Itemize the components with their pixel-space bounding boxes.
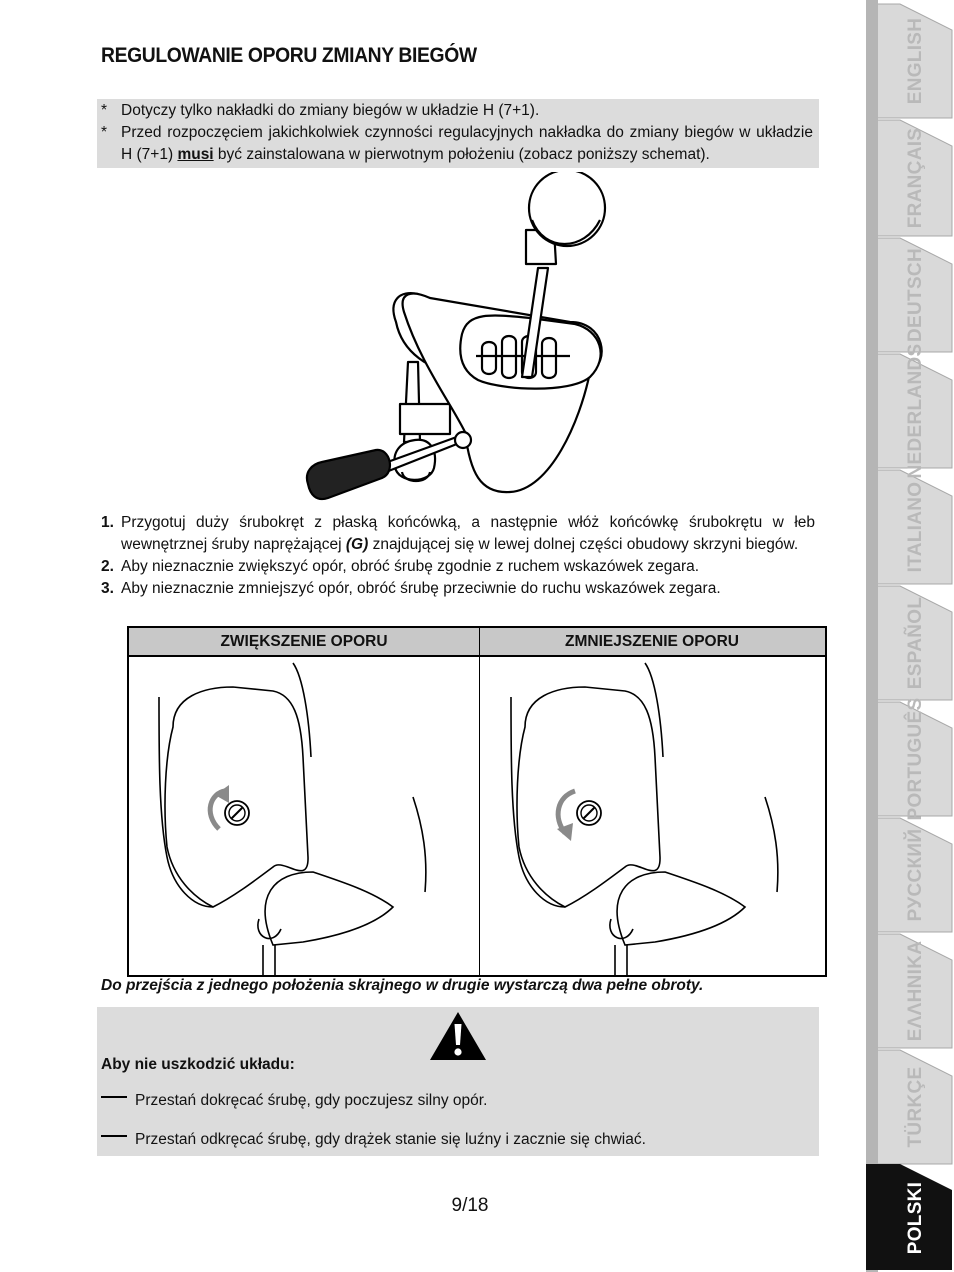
tab-greek[interactable] bbox=[866, 934, 954, 1048]
tab-label: РУССКИЙ bbox=[905, 828, 926, 922]
tab-nederlands[interactable] bbox=[866, 343, 954, 479]
dash-icon bbox=[101, 1096, 127, 1098]
shifter-illustration bbox=[300, 172, 620, 502]
step-text: Aby nieznacznie zmniejszyć opór, obróć śrubę przeciwnie do ruchu wskazówek zegara. bbox=[121, 580, 721, 597]
tab-label: ΕΛΛΗΝΙΚΑ bbox=[905, 940, 926, 1042]
tab-label: ENGLISH bbox=[905, 17, 926, 105]
tab-polski[interactable] bbox=[866, 1166, 954, 1270]
decrease-diagram bbox=[485, 657, 825, 975]
header-increase: ZWIĘKSZENIE OPORU bbox=[220, 633, 388, 650]
header-decrease: ZMNIEJSZENIE OPORU bbox=[565, 633, 739, 650]
dash-icon bbox=[101, 1135, 127, 1137]
tab-label: ESPAÑOL bbox=[905, 596, 926, 690]
tab-label: NEDERLANDS bbox=[905, 343, 926, 479]
tab-english[interactable] bbox=[866, 4, 954, 118]
note-bullet: * bbox=[101, 102, 108, 119]
warning-item bbox=[101, 1131, 646, 1149]
tab-label: PORTUGUÊS bbox=[905, 697, 926, 821]
step-number: 2. bbox=[101, 558, 114, 575]
note-bullet: * bbox=[101, 124, 108, 141]
instruction-steps bbox=[101, 512, 815, 600]
note-item bbox=[101, 122, 813, 166]
warning-box bbox=[97, 1007, 819, 1156]
step-number: 3. bbox=[101, 580, 114, 597]
rotation-caption: Do przejścia z jednego położenia skrajnego w drugie wystarczą dwa pełne obroty. bbox=[101, 977, 704, 994]
step-number: 1. bbox=[101, 514, 114, 531]
tab-deutsch[interactable] bbox=[866, 238, 954, 352]
note-item bbox=[101, 100, 813, 122]
tab-francais[interactable] bbox=[866, 120, 954, 236]
increase-diagram bbox=[133, 657, 473, 975]
note-text bbox=[121, 122, 813, 166]
resistance-table bbox=[127, 626, 827, 977]
tab-label: DEUTSCH bbox=[905, 248, 926, 342]
tab-label: ITALIANO bbox=[905, 481, 926, 573]
tab-italiano[interactable] bbox=[866, 470, 954, 584]
step-text-part: Przygotuj duży śrubokręt z płaską końcówką, a następnie włóż końcówkę śrubokrętu w łeb wewnętrznej śruby naprężającej bbox=[121, 514, 815, 553]
step-item bbox=[101, 556, 815, 578]
tab-label: FRANÇAIS bbox=[905, 127, 926, 229]
tab-portugues[interactable] bbox=[866, 697, 954, 821]
step-item bbox=[101, 578, 815, 600]
tab-espanol[interactable] bbox=[866, 586, 954, 700]
page-number: 9/18 bbox=[451, 1195, 489, 1216]
warning-item bbox=[101, 1092, 487, 1110]
step-text: Aby nieznacznie zwiększyć opór, obróć śrubę zgodnie z ruchem wskazówek zegara. bbox=[121, 558, 700, 575]
note-text-part: być zainstalowana w pierwotnym położeniu (zobacz poniższy schemat). bbox=[213, 146, 710, 163]
warning-icon bbox=[428, 1010, 488, 1062]
tab-russian[interactable] bbox=[866, 818, 954, 932]
column-divider bbox=[479, 628, 480, 975]
step-text-part: znajdującej się w lewej dolnej części obudowy skrzyni biegów. bbox=[368, 536, 799, 553]
language-tabs bbox=[866, 0, 954, 1272]
warning-text: Przestań odkręcać śrubę, gdy drążek stanie się luźny i zacznie się chwiać. bbox=[135, 1131, 646, 1148]
page-title: REGULOWANIE OPORU ZMIANY BIEGÓW bbox=[101, 44, 477, 67]
tab-label: TÜRKÇE bbox=[905, 1066, 926, 1148]
warning-text: Przestań dokręcać śrubę, gdy poczujesz silny opór. bbox=[135, 1092, 488, 1109]
step-text bbox=[121, 514, 815, 553]
table-header bbox=[129, 628, 825, 657]
screw-label: (G) bbox=[345, 536, 369, 553]
step-item bbox=[101, 512, 815, 556]
tab-turkce[interactable] bbox=[866, 1050, 954, 1164]
notes-box bbox=[97, 99, 819, 168]
note-text: Dotyczy tylko nakładki do zmiany biegów w układzie H (7+1). bbox=[121, 102, 540, 119]
note-emphasis: musi bbox=[177, 146, 214, 163]
note-text-part: Przed rozpoczęciem jakichkolwiek czynności regulacyjnych nakładka do zmiany biegów w układzie H (7+1) bbox=[121, 124, 813, 163]
tab-label: POLSKI bbox=[905, 1181, 926, 1255]
warning-title: Aby nie uszkodzić układu: bbox=[101, 1056, 295, 1073]
